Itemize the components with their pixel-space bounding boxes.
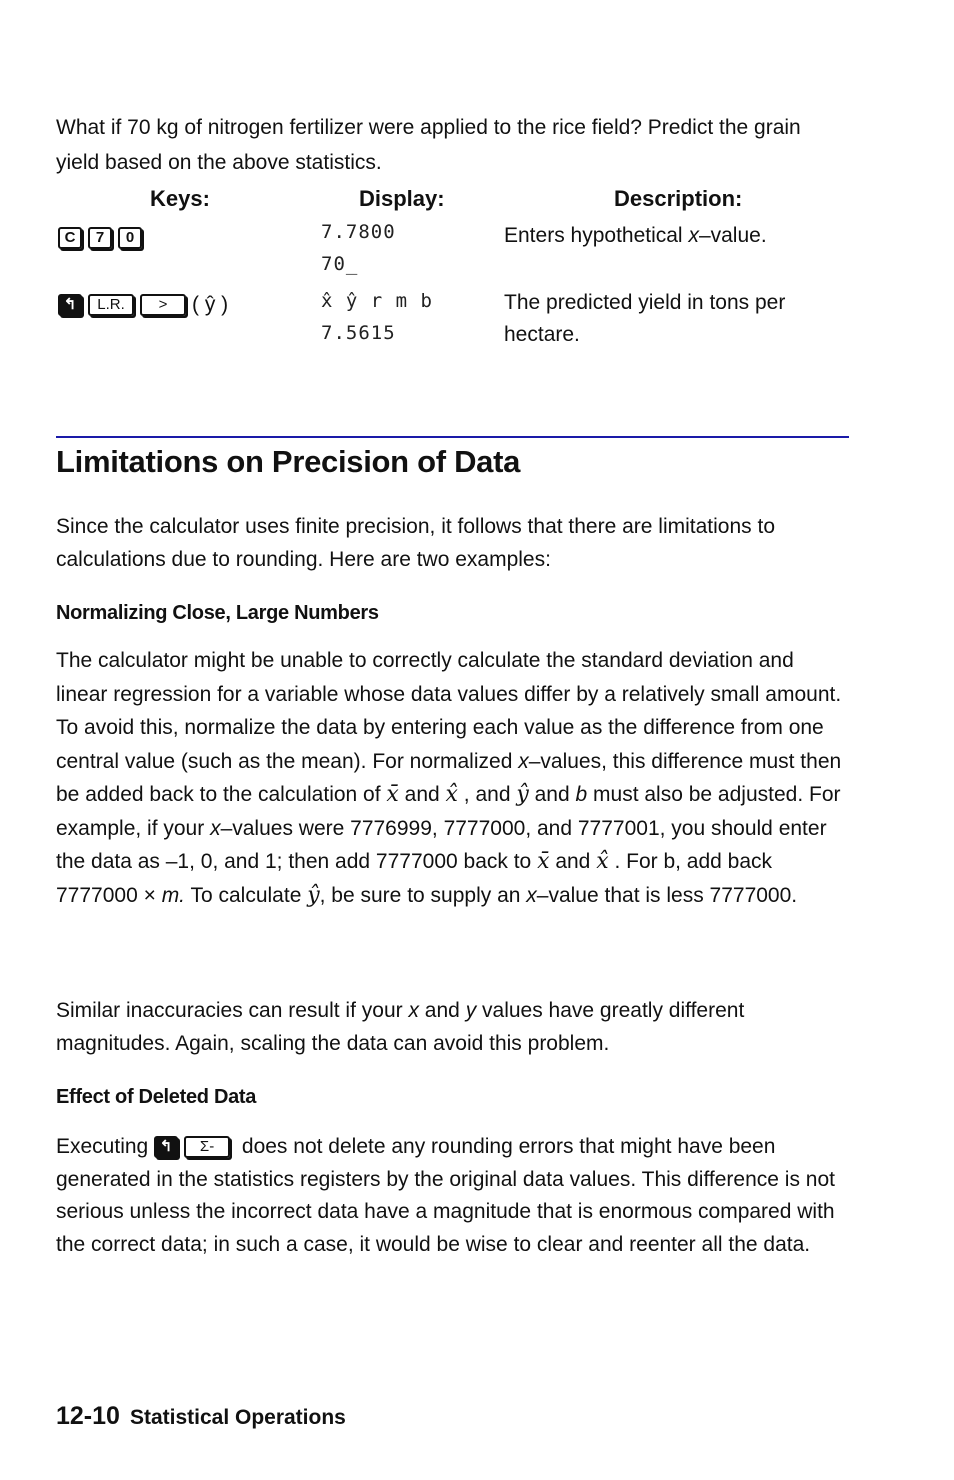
key-sigma-minus: Σ- (184, 1136, 230, 1158)
yhat-label: ( ŷ ) (192, 293, 229, 316)
yhat-symbol: ŷ (516, 782, 529, 807)
display-line: x̂ ŷ r m b (321, 290, 433, 312)
display-line: 7.5615 (321, 322, 396, 344)
page-footer (56, 1402, 346, 1431)
xhat-symbol: x̂ (445, 782, 458, 807)
key-lr: L.R. (88, 294, 134, 316)
xbar-symbol: x̄ (386, 782, 399, 807)
intro-paragraph: What if 70 kg of nitrogen fertilizer were applied to the rice field? Predict the grain yield based on the above statistics. (56, 116, 801, 174)
deleted-data-paragraph: Executing ↰ Σ- does not delete any rounding errors that might have been generated in the statistics registers by the original data values. This difference is not serious unless the incorrect data have a magnitude that is enormous compared with the correct data; in such a case, it would be wise to clear and reenter all the data. (56, 1135, 835, 1256)
xbar-symbol: x̄ (537, 849, 550, 874)
key-7: 7 (88, 227, 112, 249)
row1-description: Enters hypothetical x–value. (504, 224, 767, 247)
row1-display (321, 216, 396, 280)
key-right: > (140, 294, 186, 316)
shift-key-icon: ↰ (154, 1136, 178, 1158)
row1-keys (58, 222, 148, 254)
subsection-title-normalizing: Normalizing Close, Large Numbers (56, 602, 379, 624)
section-rule (56, 436, 849, 438)
key-c: C (58, 227, 82, 249)
row2-keys (58, 289, 228, 321)
section-title: Limitations on Precision of Data (56, 444, 521, 479)
normalizing-paragraph: The calculator might be unable to correctly calculate the standard deviation and linear regression for a variable whose data values differ by a relatively small amount. To avoid this, normalize the data by entering each value as the difference from one central value (such as the mean). For normalized x–values, this difference must then be added back to the calculation of x̄ and x̂ , and ŷ and b must also be adjusted. For example, if your x–values were 7776999, 7777000, and 7777001, you should enter the data as –1, 0, and 1; then add 7777000 back to x̄ and x̂ . For b, add back 7777000 × m. To calculate ŷ, be sure to supply an x–value that is less 7777000. (56, 649, 842, 908)
yhat-symbol: ŷ (307, 882, 320, 908)
description-header: Description: (614, 186, 743, 211)
subsection-title-deleted: Effect of Deleted Data (56, 1086, 257, 1108)
display-line: 70_ (321, 253, 359, 275)
row2-display (321, 285, 433, 349)
shift-key-icon: ↰ (58, 294, 82, 316)
display-line: 7.7800 (321, 221, 396, 243)
chapter-title: Statistical Operations (129, 1406, 346, 1429)
xhat-symbol: x̂ (596, 849, 609, 874)
scaling-paragraph: Similar inaccuracies can result if your x and y values have greatly different magnitudes. Again, scaling the data can avoid this problem. (56, 999, 745, 1055)
keys-header: Keys: (150, 186, 210, 211)
section-intro: Since the calculator uses finite precision, it follows that there are limitations to calculations due to rounding. Here are two examples: (56, 515, 776, 571)
display-header: Display: (359, 186, 445, 211)
key-0: 0 (118, 227, 142, 249)
page-number: 12-10 (56, 1402, 120, 1430)
row2-description: The predicted yield in tons per hectare. (504, 291, 786, 346)
